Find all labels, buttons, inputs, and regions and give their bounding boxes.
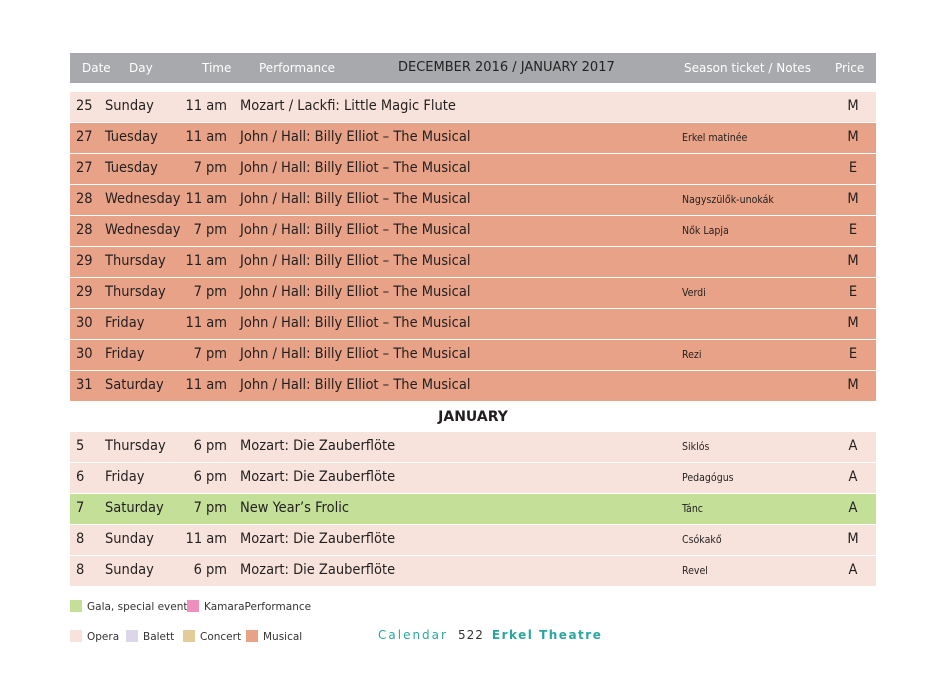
cell-time: 7 pm: [193, 160, 227, 176]
table-row: [70, 463, 876, 494]
table-header: [70, 53, 876, 83]
cell-day: Tuesday: [105, 129, 158, 145]
cell-day: Thursday: [105, 284, 166, 300]
cell-price: A: [848, 500, 858, 516]
cell-price: E: [848, 284, 858, 300]
header-date: Date: [82, 61, 111, 75]
cell-day: Sunday: [105, 562, 154, 578]
cell-time: 7 pm: [193, 500, 227, 516]
cell-day: Friday: [105, 346, 145, 362]
cell-time: 7 pm: [193, 346, 227, 362]
cell-price: A: [848, 562, 858, 578]
cell-performance: John / Hall: Billy Elliot – The Musical: [240, 253, 471, 269]
header-time: Time: [202, 61, 232, 75]
cell-date: 6: [76, 469, 85, 485]
legend-gala: Gala, special event: [70, 600, 187, 613]
cell-date: 28: [76, 222, 93, 238]
table-row: [70, 154, 876, 185]
cell-note: Erkel matinée: [682, 132, 748, 144]
cell-day: Wednesday: [105, 222, 181, 238]
cell-performance: Mozart / Lackfi: Little Magic Flute: [240, 98, 456, 114]
cell-date: 7: [76, 500, 85, 516]
table-row: [70, 494, 876, 525]
january-rows: [70, 432, 876, 587]
kamara-swatch: [187, 600, 199, 612]
cell-price: M: [847, 191, 859, 207]
cell-date: 8: [76, 531, 85, 547]
cell-time: 6 pm: [193, 469, 227, 485]
cell-performance: John / Hall: Billy Elliot – The Musical: [240, 315, 471, 331]
cell-date: 31: [76, 377, 93, 393]
cell-performance: John / Hall: Billy Elliot – The Musical: [240, 191, 471, 207]
table-row: [70, 123, 876, 154]
cell-day: Saturday: [105, 377, 164, 393]
concert-swatch: [183, 630, 195, 642]
table-row: [70, 278, 876, 309]
musical-swatch: [246, 630, 258, 642]
cell-performance: John / Hall: Billy Elliot – The Musical: [240, 284, 471, 300]
cell-day: Wednesday: [105, 191, 181, 207]
cell-price: M: [847, 377, 859, 393]
cell-time: 11 am: [185, 253, 227, 269]
cell-note: Verdi: [682, 287, 706, 299]
cell-performance: John / Hall: Billy Elliot – The Musical: [240, 160, 471, 176]
cell-date: 28: [76, 191, 93, 207]
legend-musical: Musical: [246, 630, 302, 643]
cell-day: Sunday: [105, 98, 154, 114]
cell-price: M: [847, 129, 859, 145]
legend-balett: Balett: [126, 630, 174, 643]
cell-price: M: [847, 98, 859, 114]
table-row: [70, 185, 876, 216]
cell-note: Siklós: [682, 441, 710, 453]
table-row: [70, 556, 876, 587]
page-footer: [378, 628, 602, 642]
cell-price: M: [847, 531, 859, 547]
cell-time: 7 pm: [193, 222, 227, 238]
cell-day: Friday: [105, 315, 145, 331]
section-january: JANUARY: [438, 409, 508, 425]
legend-kamara: KamaraPerformance: [187, 600, 311, 613]
cell-note: Nagyszülők-unokák: [682, 194, 774, 206]
cell-performance: John / Hall: Billy Elliot – The Musical: [240, 222, 471, 238]
cell-date: 25: [76, 98, 93, 114]
cell-day: Thursday: [105, 438, 166, 454]
cell-note: Pedagógus: [682, 472, 734, 484]
balett-swatch: [126, 630, 138, 642]
header-performance: Performance: [259, 61, 336, 75]
cell-day: Thursday: [105, 253, 166, 269]
cell-date: 8: [76, 562, 85, 578]
cell-time: 6 pm: [193, 562, 227, 578]
cell-date: 5: [76, 438, 85, 454]
header-title: DECEMBER 2016 / JANUARY 2017: [398, 60, 615, 75]
cell-note: Nők Lapja: [682, 225, 729, 237]
cell-day: Saturday: [105, 500, 164, 516]
cell-time: 11 am: [185, 315, 227, 331]
cell-time: 11 am: [185, 129, 227, 145]
table-row: [70, 340, 876, 371]
cell-date: 29: [76, 253, 93, 269]
cell-note: Revel: [682, 565, 708, 577]
cell-day: Sunday: [105, 531, 154, 547]
opera-swatch: [70, 630, 82, 642]
cell-time: 7 pm: [193, 284, 227, 300]
table-row: [70, 371, 876, 402]
cell-time: 11 am: [185, 531, 227, 547]
cell-price: E: [848, 222, 858, 238]
cell-note: Csókakő: [682, 534, 722, 546]
header-price: Price: [835, 61, 865, 75]
cell-price: A: [848, 438, 858, 454]
cell-date: 30: [76, 346, 93, 362]
cell-performance: Mozart: Die Zauberflöte: [240, 531, 396, 547]
table-row: [70, 247, 876, 278]
table-row: [70, 309, 876, 340]
cell-day: Friday: [105, 469, 145, 485]
cell-day: Tuesday: [105, 160, 158, 176]
cell-date: 30: [76, 315, 93, 331]
cell-date: 27: [76, 160, 93, 176]
december-rows: [70, 92, 876, 402]
cell-price: M: [847, 315, 859, 331]
cell-performance: John / Hall: Billy Elliot – The Musical: [240, 377, 471, 393]
cell-performance: Mozart: Die Zauberflöte: [240, 438, 396, 454]
cell-time: 11 am: [185, 377, 227, 393]
cell-time: 11 am: [185, 98, 227, 114]
footer-calendar: Calendar: [378, 628, 448, 642]
cell-performance: John / Hall: Billy Elliot – The Musical: [240, 129, 471, 145]
table-row: [70, 432, 876, 463]
table-row: [70, 216, 876, 247]
table-row: [70, 92, 876, 123]
header-day: Day: [129, 61, 153, 75]
footer-theatre: Erkel Theatre: [491, 628, 603, 642]
cell-time: 6 pm: [193, 438, 227, 454]
cell-price: A: [848, 469, 858, 485]
cell-price: E: [848, 346, 858, 362]
cell-price: M: [847, 253, 859, 269]
cell-performance: John / Hall: Billy Elliot – The Musical: [240, 346, 471, 362]
cell-price: E: [848, 160, 858, 176]
cell-performance: Mozart: Die Zauberflöte: [240, 562, 396, 578]
page-number: 522: [457, 628, 484, 642]
cell-date: 29: [76, 284, 93, 300]
cell-date: 27: [76, 129, 93, 145]
cell-note: Rezi: [682, 349, 702, 361]
schedule-table: [70, 53, 876, 587]
table-row: [70, 525, 876, 556]
legend-concert: Concert: [183, 630, 241, 643]
header-notes: Season ticket / Notes: [684, 61, 811, 75]
cell-note: Tánc: [682, 503, 703, 515]
gala-swatch: [70, 600, 82, 612]
legend-opera: Opera: [70, 630, 119, 643]
cell-performance: New Year’s Frolic: [240, 500, 349, 516]
cell-performance: Mozart: Die Zauberflöte: [240, 469, 396, 485]
cell-time: 11 am: [185, 191, 227, 207]
